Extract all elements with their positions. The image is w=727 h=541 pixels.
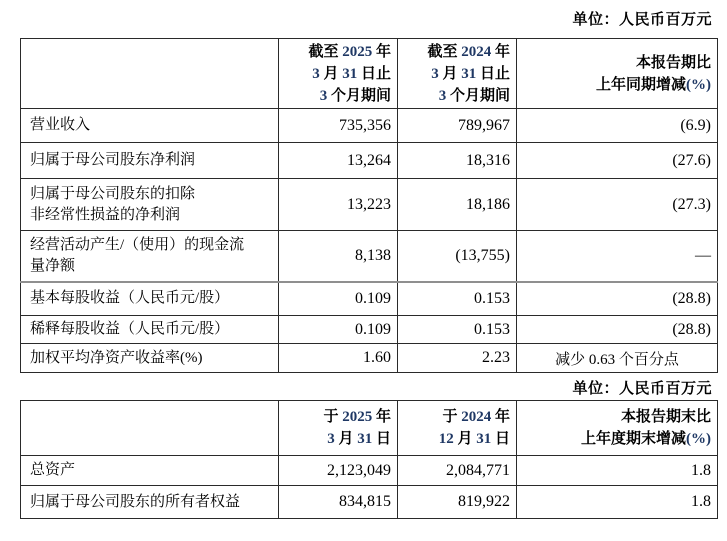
column-header <box>279 401 398 456</box>
value-cell: 789,967 <box>398 109 517 143</box>
change-cell: 减少 0.63 个百分点 <box>517 344 718 373</box>
row-label <box>21 344 279 373</box>
table-row <box>21 231 718 282</box>
change-cell: 1.8 <box>517 456 718 486</box>
value-cell: 819,922 <box>398 486 517 519</box>
column-header-line: 3 月 31 日止 <box>431 65 510 82</box>
row-label-line: 基本每股收益（人民币元/股） <box>30 290 230 307</box>
quarterly-results-body <box>21 109 718 373</box>
column-header-line: 于 2025 年 <box>323 409 391 425</box>
value-cell: 0.153 <box>398 282 517 316</box>
row-label-line: 非经常性损益的净利润 <box>30 206 181 223</box>
change-cell: 1.8 <box>517 486 718 519</box>
value-cell: 8,138 <box>279 231 398 282</box>
header-row <box>21 39 718 109</box>
table-row <box>21 486 718 519</box>
column-header <box>517 401 718 456</box>
table-row <box>21 109 718 143</box>
change-cell: (6.9) <box>517 109 718 143</box>
quarterly-results-table <box>20 38 718 373</box>
row-label-line: 归属于母公司股东的扣除 <box>30 185 196 202</box>
value-cell: 2,123,049 <box>279 456 398 486</box>
table-row <box>21 456 718 486</box>
row-label <box>21 282 279 316</box>
column-header-line: 12 月 31 日 <box>438 431 510 447</box>
value-cell: 18,316 <box>398 143 517 179</box>
value-cell: 0.109 <box>279 282 398 316</box>
column-header-line: 截至 2024 年 <box>427 43 510 60</box>
row-label <box>21 143 279 179</box>
balance-sheet-body <box>21 456 718 519</box>
row-label-line: 营业收入 <box>30 117 91 133</box>
value-cell: 834,815 <box>279 486 398 519</box>
table-row <box>21 316 718 344</box>
row-label-line: 稀释每股收益（人民币元/股） <box>30 321 230 337</box>
row-label <box>21 179 279 231</box>
balance-sheet-table <box>20 400 718 519</box>
row-label <box>21 456 279 486</box>
change-cell: — <box>517 231 718 282</box>
column-header <box>398 39 517 109</box>
value-cell: 13,264 <box>279 143 398 179</box>
change-cell: (27.6) <box>517 143 718 179</box>
row-label-line: 经营活动产生/（使用）的现金流 <box>30 236 245 253</box>
column-header-line: 3 月 31 日 <box>327 431 391 447</box>
row-label <box>21 231 279 282</box>
row-label-line: 归属于母公司股东净利润 <box>30 152 196 168</box>
column-header-line: 本报告期比 <box>635 54 711 71</box>
column-header <box>398 401 517 456</box>
row-label-line: 归属于母公司股东的所有者权益 <box>30 493 241 510</box>
value-cell: 18,186 <box>398 179 517 231</box>
row-label-line: 加权平均净资产收益率(%) <box>30 349 203 366</box>
column-header-line: 3 个月期间 <box>438 87 510 104</box>
value-cell: 0.109 <box>279 316 398 344</box>
unit-label-bottom: 单位：人民币百万元 <box>572 381 712 397</box>
change-cell: (28.8) <box>517 316 718 344</box>
change-cell: (27.3) <box>517 179 718 231</box>
value-cell: 2.23 <box>398 344 517 373</box>
column-header-line: 3 月 31 日止 <box>312 65 391 82</box>
column-header-line: 截至 2025 年 <box>308 43 391 60</box>
unit-label-top: 单位：人民币百万元 <box>572 12 712 28</box>
quarterly-results-header <box>21 39 718 109</box>
column-header-line: 于 2024 年 <box>442 409 510 425</box>
row-label <box>21 316 279 344</box>
value-cell: 0.153 <box>398 316 517 344</box>
value-cell: (13,755) <box>398 231 517 282</box>
value-cell: 735,356 <box>279 109 398 143</box>
row-label-line: 量净额 <box>30 257 76 274</box>
column-header <box>517 39 718 109</box>
change-cell: (28.8) <box>517 282 718 316</box>
value-cell: 1.60 <box>279 344 398 373</box>
table-row <box>21 344 718 373</box>
row-label-line: 总资产 <box>30 462 76 478</box>
table-row <box>21 143 718 179</box>
table-row <box>21 282 718 316</box>
header-row <box>21 401 718 456</box>
corner-cell <box>21 401 279 456</box>
balance-sheet-header <box>21 401 718 456</box>
column-header-line: 上年同期增减(%) <box>595 76 711 93</box>
column-header <box>279 39 398 109</box>
table-row <box>21 179 718 231</box>
corner-cell <box>21 39 279 109</box>
value-cell: 2,084,771 <box>398 456 517 486</box>
column-header-line: 本报告期末比 <box>620 409 711 425</box>
column-header-line: 3 个月期间 <box>319 87 391 104</box>
column-header-line: 上年度期末增减(%) <box>580 431 711 447</box>
row-label <box>21 109 279 143</box>
value-cell: 13,223 <box>279 179 398 231</box>
row-label <box>21 486 279 519</box>
